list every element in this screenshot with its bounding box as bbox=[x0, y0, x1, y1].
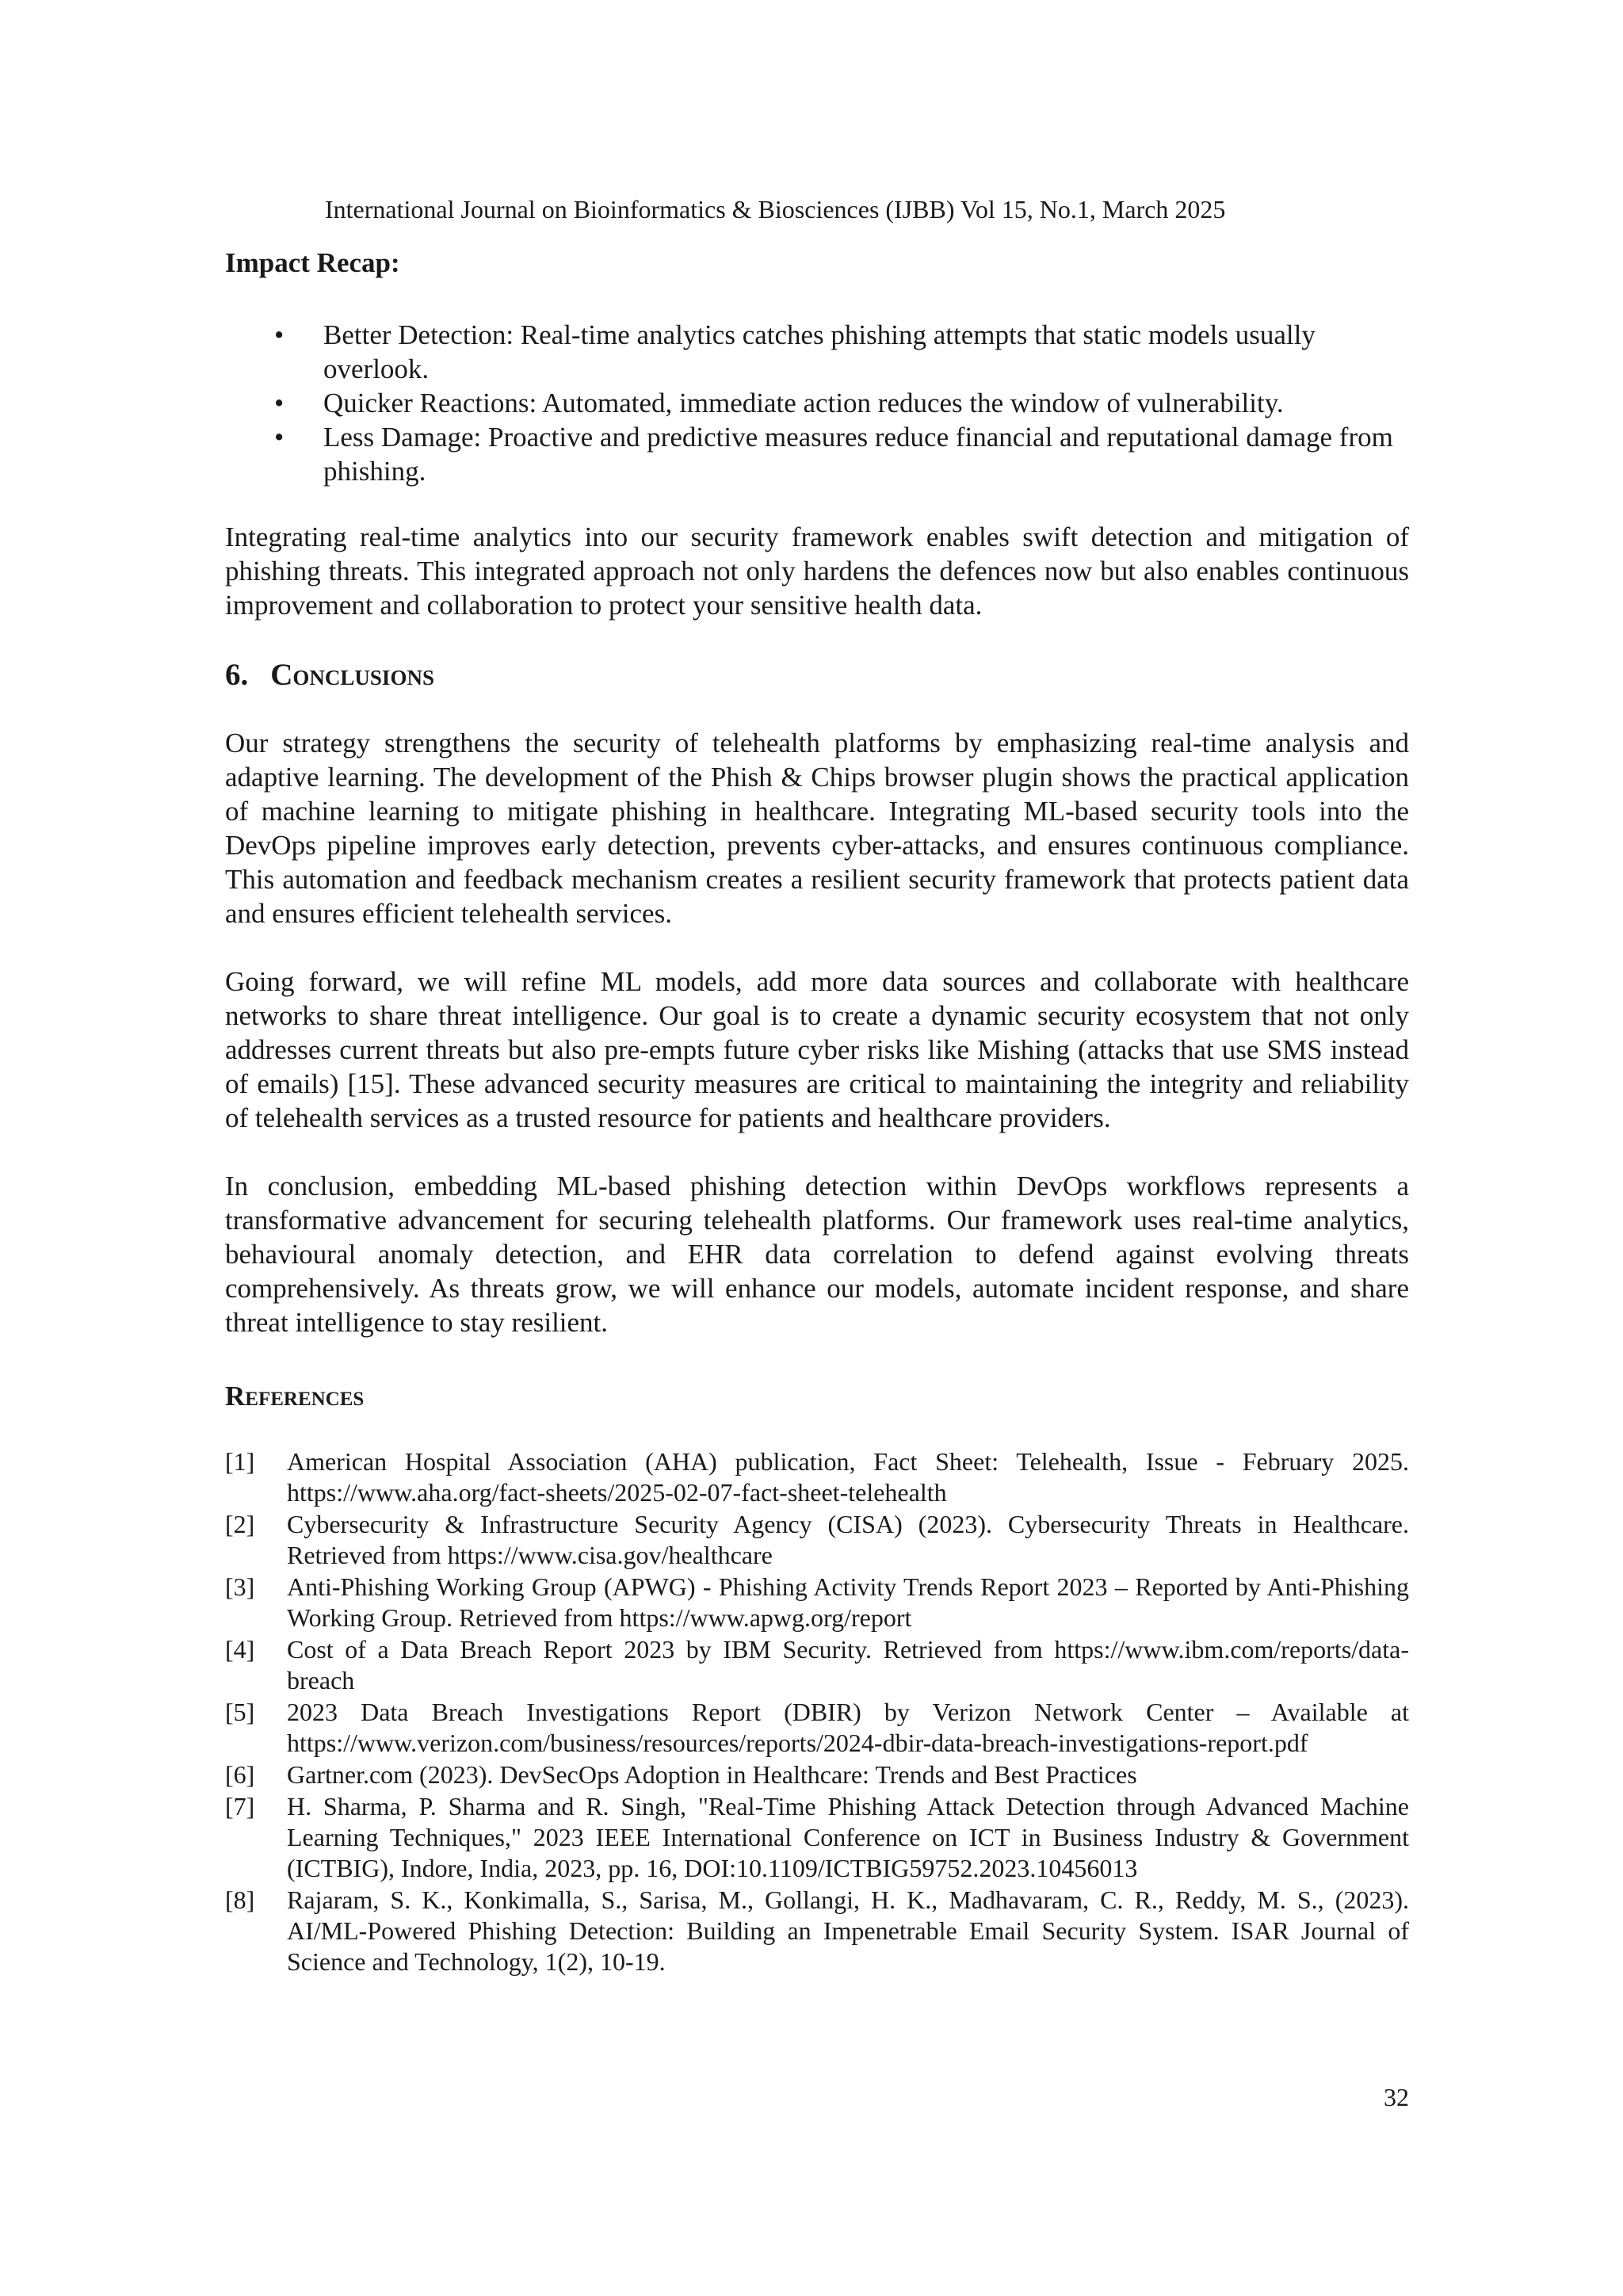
impact-recap-paragraph: Integrating real-time analytics into our security framework enables swift detection and mitigation of phishing threats. This integrated approach not only hardens the defences now but also enables continuous improvement and collaboration to protect your sensitive health data. bbox=[225, 521, 1409, 621]
reference-text: Cybersecurity & Infrastructure Security Agency (CISA) (2023). Cybersecurity Threats in Healthcare. Retrieved from https://www.cisa.gov/healthcare bbox=[287, 1510, 1409, 1569]
references-list bbox=[225, 1446, 1409, 1977]
reference-label: [2] bbox=[225, 1510, 255, 1538]
conclusions-paragraph: Going forward, we will refine ML models, add more data sources and collaborate with healthcare networks to share threat intelligence. Our goal is to create a dynamic security ecosystem that not only addresses current threats but also pre-empts future cyber risks like Mishing (attacks that use SMS instead of emails) [15]. These advanced security measures are critical to maintaining the integrity and reliability of telehealth services as a trusted resource for patients and healthcare providers. bbox=[225, 966, 1409, 1133]
reference-item bbox=[225, 1885, 1409, 1977]
bullet-text: Quicker Reactions: Automated, immediate action reduces the window of vulnerability. bbox=[323, 388, 1284, 418]
impact-recap-heading: Impact Recap: bbox=[225, 247, 400, 278]
reference-label: [8] bbox=[225, 1885, 255, 1914]
conclusions-paragraph: Our strategy strengthens the security of telehealth platforms by emphasizing real-time analysis and adaptive learning. The development of the Phish & Chips browser plugin shows the practical application of machine learning to mitigate phishing in healthcare. Integrating ML-based security tools into the DevOps pipeline improves early detection, prevents cyber-attacks, and ensures continuous compliance. This automation and feedback mechanism creates a resilient security framework that protects patient data and ensures efficient telehealth services. bbox=[225, 728, 1409, 929]
bullet-icon: • bbox=[274, 388, 285, 418]
reference-label: [5] bbox=[225, 1698, 255, 1726]
reference-label: [6] bbox=[225, 1760, 255, 1789]
list-item bbox=[225, 318, 1409, 386]
reference-text: American Hospital Association (AHA) publication, Fact Sheet: Telehealth, Issue - February 2025. https://www.aha.org/fact-sheets/2025-02-07-fact-sheet-telehealth bbox=[287, 1447, 1409, 1507]
references-heading: References bbox=[225, 1381, 365, 1412]
section-number: 6. bbox=[225, 658, 249, 692]
section-title: Conclusions bbox=[270, 658, 434, 692]
reference-label: [3] bbox=[225, 1572, 255, 1601]
reference-item bbox=[225, 1509, 1409, 1571]
reference-text: H. Sharma, P. Sharma and R. Singh, "Real-Time Phishing Attack Detection through Advanced Machine Learning Techniques," 2023 IEEE International Conference on ICT in Business Industry & Government (ICTBIG), Indore, India, 2023, pp. 16, DOI:10.1109/ICTBIG59752.2023.10456013 bbox=[287, 1792, 1409, 1882]
reference-item bbox=[225, 1791, 1409, 1884]
reference-text: Cost of a Data Breach Report 2023 by IBM Security. Retrieved from https://www.ibm.com/reports/data-breach bbox=[287, 1635, 1409, 1694]
reference-text: Anti-Phishing Working Group (APWG) - Phishing Activity Trends Report 2023 – Reported by Anti-Phishing Working Group. Retrieved from https://www.apwg.org/report bbox=[287, 1572, 1409, 1632]
reference-text: Gartner.com (2023). DevSecOps Adoption in Healthcare: Trends and Best Practices bbox=[287, 1760, 1137, 1789]
bullet-icon: • bbox=[274, 319, 285, 350]
bullet-icon: • bbox=[274, 422, 285, 453]
reference-label: [1] bbox=[225, 1447, 255, 1476]
reference-item bbox=[225, 1759, 1409, 1790]
reference-text: Rajaram, S. K., Konkimalla, S., Sarisa, M., Gollangi, H. K., Madhavaram, C. R., Reddy, M. S., (2023). AI/ML-Powered Phishing Detection: Building an Impenetrable Email Security System. ISAR Journal of Science and Technology, 1(2), 10-19. bbox=[287, 1885, 1409, 1976]
reference-text: 2023 Data Breach Investigations Report (DBIR) by Verizon Network Center – Available at https://www.verizon.com/business/resources/reports/2024-dbir-data-breach-investigations-report.pdf bbox=[287, 1698, 1409, 1757]
page-content bbox=[225, 246, 1409, 1978]
reference-item bbox=[225, 1697, 1409, 1759]
reference-item bbox=[225, 1572, 1409, 1633]
reference-label: [7] bbox=[225, 1792, 255, 1820]
reference-item bbox=[225, 1446, 1409, 1508]
list-item bbox=[225, 386, 1409, 420]
conclusions-heading bbox=[225, 656, 1409, 694]
page-number: 32 bbox=[1384, 2083, 1409, 2111]
bullet-text: Better Detection: Real-time analytics catches phishing attempts that static models usually overlook. bbox=[323, 319, 1316, 384]
conclusions-paragraph: In conclusion, embedding ML-based phishing detection within DevOps workflows represents a transformative advancement for securing telehealth platforms. Our framework uses real-time analytics, behavioural anomaly detection, and EHR data correlation to defend against evolving threats comprehensively. As threats grow, we will enhance our models, automate incident response, and share threat intelligence to stay resilient. bbox=[225, 1171, 1409, 1338]
reference-item bbox=[225, 1634, 1409, 1696]
running-header: International Journal on Bioinformatics & Biosciences (IJBB) Vol 15, No.1, March 2025 bbox=[325, 195, 1226, 223]
reference-label: [4] bbox=[225, 1635, 255, 1664]
list-item bbox=[225, 420, 1409, 488]
bullet-text: Less Damage: Proactive and predictive measures reduce financial and reputational damage from phishing. bbox=[323, 422, 1393, 487]
impact-recap-list bbox=[225, 318, 1409, 488]
